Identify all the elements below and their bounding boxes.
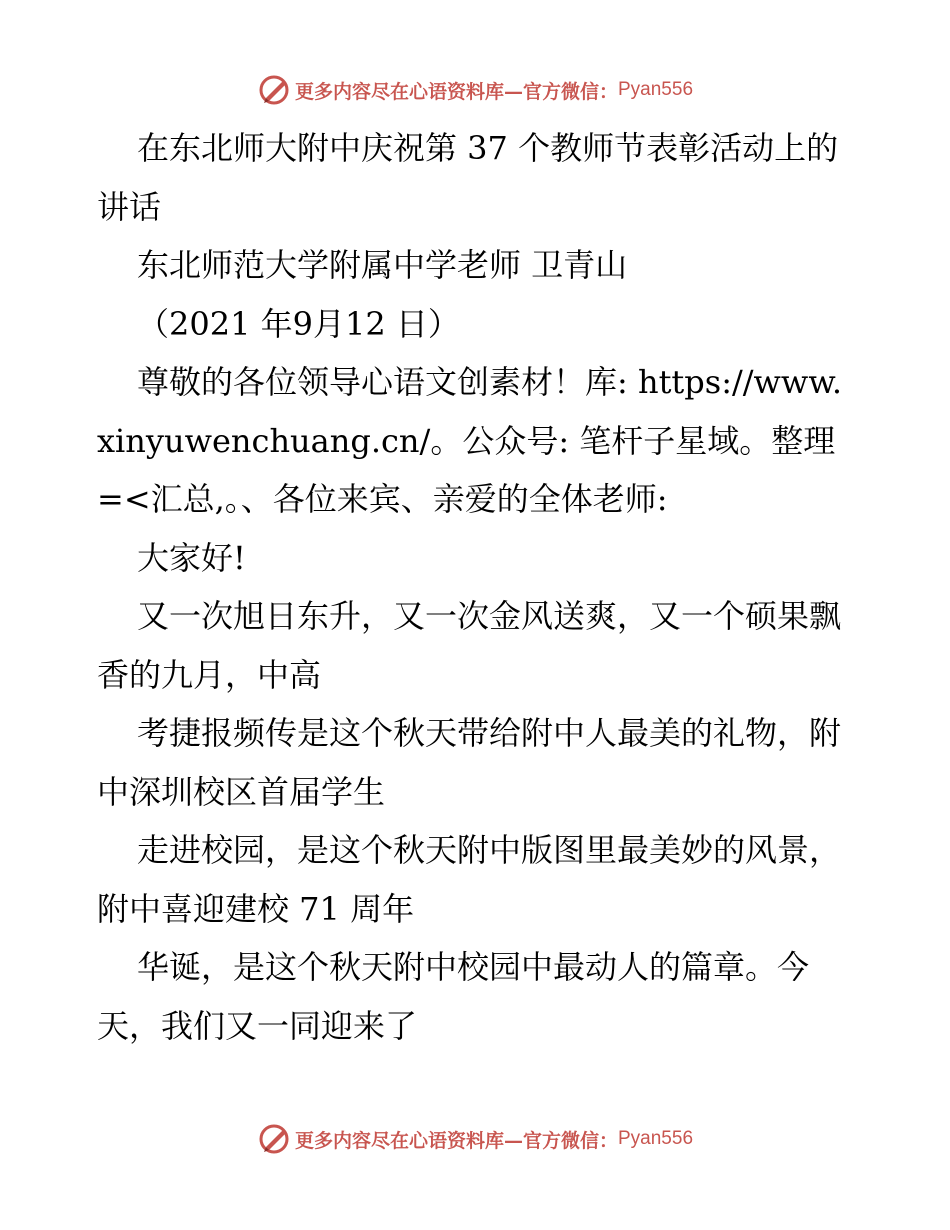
header-watermark-banner bbox=[0, 70, 950, 110]
paragraph: 大家好! bbox=[137, 538, 246, 577]
paragraph: 尊敬的各位领导心语文创素材！库: https://www.xinyuwenchuang.cn/。公众号: 笔杆子星域。整理=<汇总,。、各位来宾、亲爱的全体老师: bbox=[97, 363, 843, 518]
footer-watermark-text: 更多内容尽在心语资料库—官方微信： bbox=[294, 1129, 618, 1152]
paragraph: 华诞，是这个秋天附中校园中最动人的篇章。今天，我们又一同迎来了 bbox=[97, 948, 810, 1045]
paragraph: 走进校园，是这个秋天附中版图里最美妙的风景，附中喜迎建校 71 周年 bbox=[97, 831, 842, 928]
paragraph: 考捷报频传是这个秋天带给附中人最美的礼物，附中深圳校区首届学生 bbox=[97, 714, 842, 811]
document-author: 东北师范大学附属中学老师 卫青山 bbox=[137, 246, 628, 284]
header-watermark-text: 更多内容尽在心语资料库—官方微信： bbox=[294, 80, 618, 103]
pen-logo-icon bbox=[257, 72, 293, 108]
footer-watermark-contact: Pyan556 bbox=[618, 1128, 694, 1149]
document-body bbox=[97, 119, 857, 1055]
pen-logo-icon bbox=[257, 1121, 293, 1157]
paragraph: 又一次旭日东升，又一次金风送爽，又一个硕果飘香的九月，中高 bbox=[97, 597, 842, 694]
document-date: （2021 年9月12 日） bbox=[137, 304, 460, 343]
header-watermark-contact: Pyan556 bbox=[618, 79, 694, 100]
document-title: 在东北师大附中庆祝第 37 个教师节表彰活动上的讲话 bbox=[97, 129, 839, 226]
footer-watermark-banner bbox=[0, 1119, 950, 1159]
